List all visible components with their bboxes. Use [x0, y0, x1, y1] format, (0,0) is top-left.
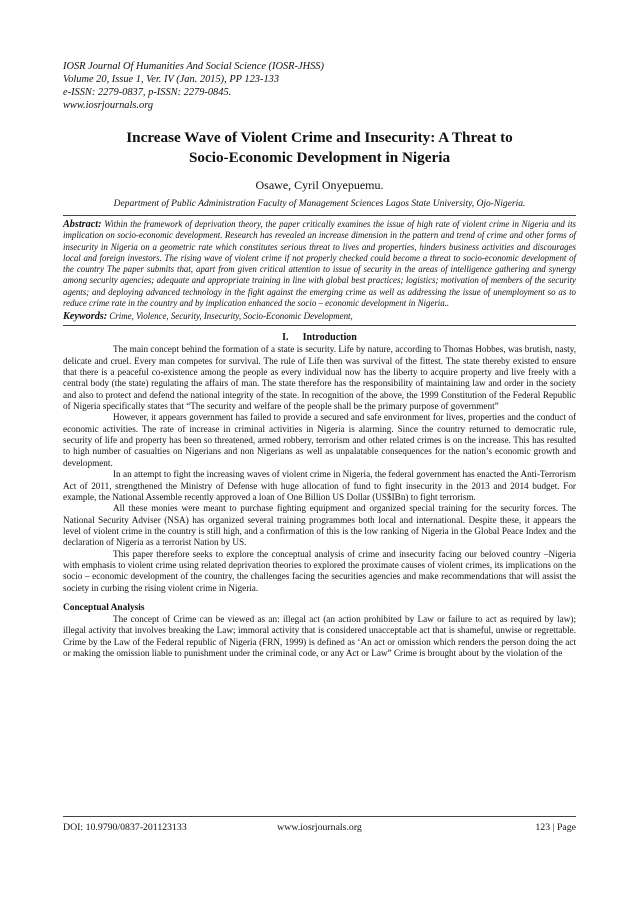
page-footer: [63, 816, 576, 833]
section-title: Introduction: [302, 332, 357, 344]
journal-volume: Volume 20, Issue 1, Ver. IV (Jan. 2015), PP 123-133: [63, 74, 280, 85]
abstract-bottom-rule: [63, 325, 576, 326]
paragraph: However, it appears government has failed to provide a secured and safe environment for lives, properties and the conduct of economic activities. The rate of increase in criminal activities in Nigeria is alarming. Since the country returned to democratic rule, security of life and property has been so threatened, armed robbery, terrorism and other related crimes is on the increase. This has resulted to high number of casualties on Nigerians and non Nigerians as well as unpalatable consequences for the nation’s economic growth and development.: [63, 412, 576, 468]
author-name: Osawe, Cyril Onyepuemu.: [255, 178, 384, 192]
keywords-label: Keywords:: [63, 311, 108, 323]
journal-header: [63, 60, 576, 112]
conceptual-body: [63, 614, 576, 659]
introduction-body: [63, 344, 576, 594]
abstract: [63, 219, 576, 309]
abstract-label: Abstract:: [63, 219, 102, 230]
section-heading-introduction: [63, 331, 576, 344]
paper-page: [63, 60, 576, 659]
footer-page-number: 123 | Page: [535, 822, 576, 833]
abstract-top-rule: [63, 215, 576, 216]
paragraph: All these monies were meant to purchase fighting equipment and organized special training for the security forces. The National Security Adviser (NSA) has organized several training programmes both local and international. Despite these, it appears the level of violent crime in the country is still high, and a confirmation of this is the low ranking of Nigeria in the Global Peace Index and the declaration of Nigeria as a terrorist Nation by US.: [63, 503, 576, 548]
keywords: [63, 310, 576, 323]
abstract-text: Within the framework of deprivation theory, the paper critically examines the issue of high rate of violent crime in Nigeria and its implication on socio-economic development. Research has revealed an increase dimension in the pattern and trend of crime and other forms of insecurity in Nigeria on a geometric rate which constitutes serious threat to lives and properties, hinders business activities and discourages local and foreign investors. The rising wave of violent crime if not properly checked could become a threat to socio-economic development of the country The paper submits that, apart from given critical attention to issue of security in the areas of intelligence gathering and synergy among security agencies; adequate and appropriate training in line with global best practices; logistics; motivation of members of the security agents; and deploying advanced technology in the fight against the emerging crime as well as addressing the issue of unemployment so as to reduce crime rate in the country and by implication enhanced the socio – economic development in Nigeria..: [63, 219, 577, 309]
paper-title-line2: Socio-Economic Development in Nigeria: [188, 149, 451, 166]
paper-title-line1: Increase Wave of Violent Crime and Insecurity: A Threat to: [126, 129, 513, 146]
footer-website: www.iosrjournals.org: [277, 822, 362, 833]
keywords-text: Crime, Violence, Security, Insecurity, Socio-Economic Development,: [109, 311, 353, 322]
subheading-conceptual-analysis: Conceptual Analysis: [63, 602, 145, 613]
journal-name: IOSR Journal Of Humanities And Social Science (IOSR-JHSS): [63, 61, 324, 72]
footer-doi: DOI: 10.9790/0837-201123133: [63, 822, 187, 833]
journal-website: www.iosrjournals.org: [63, 100, 154, 111]
paragraph: This paper therefore seeks to explore the conceptual analysis of crime and insecurity facing our beloved country –Nigeria with emphasis to violent crime using related deprivation theories to explored the proximate causes of violent crimes, its implications on the socio – economic development of the country, the challenges facing the securities agencies and make recommendations that will assist the society in curbing the rising violent crime in Nigeria.: [63, 548, 576, 593]
journal-issn: e-ISSN: 2279-0837, p-ISSN: 2279-0845.: [63, 87, 232, 98]
paper-title: [63, 128, 576, 168]
paragraph: The concept of Crime can be viewed as an: illegal act (an action prohibited by Law or failure to act as required by law); illegal activity that involves breaking the Law; immoral activity that is considered unacceptable act that is shameful, unwise or regrettable. Crime by the Law of the Federal republic of Nigeria (FRN, 1999) is defined as ‘An act or omission which renders the person doing the act or making the omission liable to punishment under the criminal code, or any Act or Law” Crime is brought about by the violation of the: [63, 613, 576, 658]
section-number: I.: [282, 332, 289, 344]
paragraph: In an attempt to fight the increasing waves of violent crime in Nigeria, the federal government has enacted the Anti-Terrorism Act of 2011, strengthened the Ministry of Defense with huge allocation of fund to fight insecurity in the 2013 and 2014 budget. For example, the National Assemble recently approved a loan of One Billion US Dollar (US$IBn) to fight terrorism.: [63, 469, 576, 502]
paragraph: The main concept behind the formation of a state is security. Life by nature, according to Thomas Hobbes, was brutish, nasty, delicate and cruel. Every man competes for survival. The rule of Life then was survival of the fittest. The state thereby existed to ensure that there is a peaceful co-existence among the people as every individual now has the liberty to acquire property and live freely with a central body (the state) regulating the affairs of man. The state therefore has the responsibility of maintaining law and order in the society and also to protect and defend the national integrity of the state. In recognition of the above, the 1999 Constitution of the Federal Republic of Nigeria specifically states that “The security and welfare of the people shall be the primary purpose of government”: [63, 344, 576, 412]
author-affiliation: Department of Public Administration Faculty of Management Sciences Lagos State University, Ojo-Nigeria.: [113, 199, 526, 209]
